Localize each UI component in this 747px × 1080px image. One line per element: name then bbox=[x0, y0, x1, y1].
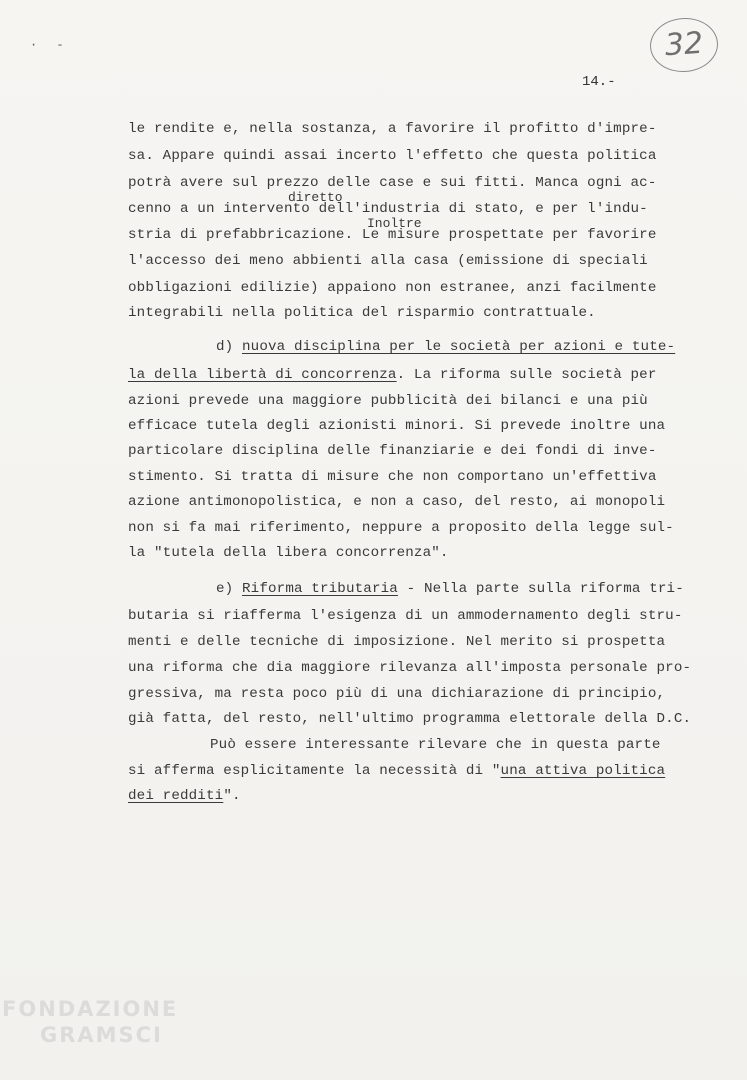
text-line: stimento. Si tratta di misure che non comportano un'effettiva bbox=[128, 469, 657, 485]
text-line: obbligazioni edilizie) appaiono non estranee, anzi facilmente bbox=[128, 280, 657, 296]
para2-line2-start: si afferma esplicitamente la necessità di " bbox=[128, 763, 501, 779]
text-line bbox=[128, 763, 665, 779]
section-e-line1-rest: - Nella parte sulla riforma tri- bbox=[397, 581, 684, 597]
text-line: non si fa mai riferimento, neppure a proposito della legge sul- bbox=[128, 520, 674, 536]
section-e-heading-line bbox=[216, 581, 684, 597]
text-line bbox=[128, 788, 241, 804]
section-e-prefix: e) bbox=[216, 581, 242, 597]
section-d-prefix: d) bbox=[216, 339, 242, 355]
text-line: particolare disciplina delle finanziarie e dei fondi di inve- bbox=[128, 443, 657, 459]
text-line: menti e delle tecniche di imposizione. Nel merito si prospetta bbox=[128, 634, 666, 650]
text-line: le rendite e, nella sostanza, a favorire il profitto d'impre- bbox=[128, 121, 657, 137]
text-line: azione antimonopolistica, e non a caso, del resto, ai monopoli bbox=[128, 494, 666, 510]
text-line: la "tutela della libera concorrenza". bbox=[128, 545, 449, 561]
text-line: gressiva, ma resta poco più di una dichiarazione di principio, bbox=[128, 686, 666, 702]
text-line: butaria si riafferma l'esigenza di un ammodernamento degli stru- bbox=[128, 608, 683, 624]
archive-watermark bbox=[2, 996, 178, 1048]
quote-underlined-2: dei redditi bbox=[128, 788, 224, 804]
section-d-title-part2: la della libertà di concorrenza bbox=[128, 367, 397, 383]
text-line: cenno a un intervento dell'industria di stato, e per l'indu- bbox=[128, 201, 648, 217]
handwritten-insertion-diretto: diretto bbox=[288, 190, 343, 205]
stray-marks: · - bbox=[30, 38, 70, 52]
text-line: l'accesso dei meno abbienti alla casa (emissione di speciali bbox=[128, 253, 648, 269]
text-line: integrabili nella politica del risparmio contrattuale. bbox=[128, 305, 596, 321]
archive-number-circled: 32 bbox=[648, 16, 720, 75]
text-line: potrà avere sul prezzo delle case e sui fitti. Manca ogni ac- bbox=[128, 175, 657, 191]
text-line: Può essere interessante rilevare che in questa parte bbox=[210, 737, 661, 753]
page-number: 14.- bbox=[582, 74, 616, 90]
typed-insertion-inoltre: Inoltre bbox=[367, 216, 422, 231]
quote-underlined-1: una attiva politica bbox=[500, 763, 666, 779]
watermark-line2: GRAMSCI bbox=[40, 1023, 163, 1047]
watermark-line1: FONDAZIONE bbox=[2, 997, 179, 1021]
text-line: sa. Appare quindi assai incerto l'effetto che questa politica bbox=[128, 148, 657, 164]
text-line: una riforma che dia maggiore rilevanza all'imposta personale pro- bbox=[128, 660, 692, 676]
section-d-heading-line bbox=[216, 339, 675, 355]
section-d-line bbox=[128, 367, 657, 383]
para2-end: ". bbox=[223, 788, 241, 804]
text-line: azioni prevede una maggiore pubblicità dei bilanci e una più bbox=[128, 393, 648, 409]
section-d-title-part1: nuova disciplina per le società per azioni e tute- bbox=[242, 339, 676, 355]
section-d-line2-rest: . La riforma sulle società per bbox=[396, 367, 657, 383]
text-line: efficace tutela degli azionisti minori. Si prevede inoltre una bbox=[128, 418, 666, 434]
text-line: già fatta, del resto, nell'ultimo programma elettorale della D.C. bbox=[128, 711, 692, 727]
text-line: stria di prefabbricazione. Le misure prospettate per favorire bbox=[128, 227, 657, 243]
section-e-title: Riforma tributaria bbox=[242, 581, 398, 597]
